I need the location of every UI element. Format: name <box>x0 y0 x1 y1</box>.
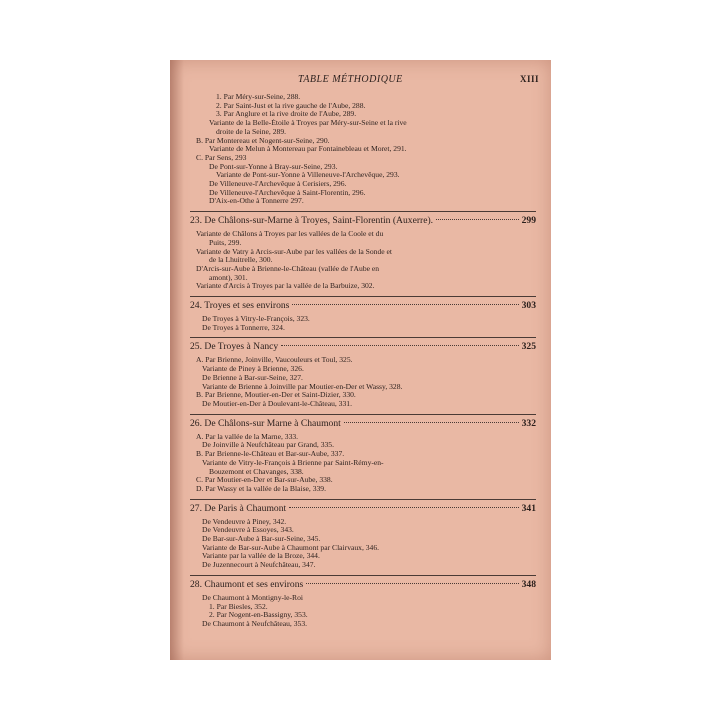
toc-line: 3. Par Anglure et la rive droite de l'Aube, 289. <box>216 110 357 119</box>
section-page: 348 <box>521 578 536 590</box>
toc-line: C. Par Sens, 293 <box>196 153 247 162</box>
toc-line: A. Par la vallée de la Marne, 333. <box>196 432 299 441</box>
toc-line: 1. Par Biesles, 352. <box>209 602 268 611</box>
toc-line: B. Par Brienne, Moutier-en-Der et Saint-Dizier, 330. <box>196 391 356 400</box>
toc-section <box>190 499 536 570</box>
section-heading <box>190 499 536 515</box>
toc-line: De Chaumont à Montigny-le-Roi <box>202 593 304 602</box>
toc-line: de la Lhuitrelle, 300. <box>209 256 273 265</box>
toc-line: 1. Par Méry-sur-Seine, 288. <box>216 93 301 101</box>
toc-line: D'Arcis-sur-Aube à Brienne-le-Château (vallée de l'Aube en <box>196 264 380 273</box>
section-heading <box>190 337 536 353</box>
toc-line: De Moutier-en-Der à Doulevant-le-Château, 331. <box>202 399 352 408</box>
toc-line: De Brienne à Bar-sur-Seine, 327. <box>202 373 303 382</box>
toc-line: De Troyes à Vitry-le-François, 323. <box>202 315 310 324</box>
section-page: 341 <box>521 502 536 514</box>
section-heading <box>190 414 536 430</box>
toc-line: De Villeneuve-l'Archevêque à Cerisiers, 296. <box>209 180 347 189</box>
section-page: 332 <box>521 417 536 429</box>
toc-line: De Bar-sur-Aube à Bar-sur-Seine, 345. <box>202 535 321 544</box>
toc-line: De Villeneuve-l'Archevêque à Saint-Florentin, 296. <box>209 188 366 197</box>
page-title: TABLE MÉTHODIQUE <box>298 74 403 85</box>
section-heading <box>190 211 536 227</box>
section-title: 26. De Châlons-sur Marne à Chaumont <box>190 417 341 429</box>
toc-line: Variante de Châlons à Troyes par les vallées de la Coole et du <box>196 230 384 239</box>
page-spine-shadow <box>170 60 184 660</box>
toc-line: Variante de Bar-sur-Aube à Chaumont par Clairvaux, 346. <box>202 543 380 552</box>
toc-continued-block <box>190 93 536 206</box>
section-title: 27. De Paris à Chaumont <box>190 502 287 514</box>
toc-content <box>190 93 536 629</box>
section-page: 303 <box>521 300 536 312</box>
toc-line: Variante de Pont-sur-Yonne à Villeneuve-l'Archevêque, 293. <box>216 171 400 180</box>
toc-line: De Joinville à Neufchâteau par Grand, 335. <box>202 441 334 450</box>
section-page: 325 <box>521 341 536 353</box>
toc-line: A. Par Brienne, Joinville, Vaucouleurs et Toul, 325. <box>196 356 353 365</box>
running-header <box>170 74 551 88</box>
page-number: XIII <box>519 74 539 84</box>
toc-line: Variante par la vallée de la Broze, 344. <box>202 552 320 561</box>
toc-line: D'Aix-en-Othe à Tonnerre 297. <box>209 197 304 206</box>
toc-section <box>190 211 536 291</box>
toc-line: B. Par Montereau et Nogent-sur-Seine, 290. <box>196 136 330 145</box>
toc-line: 2. Par Saint-Just et la rive gauche de l'Aube, 288. <box>216 101 366 110</box>
dot-leader <box>292 303 518 305</box>
toc-line: Bouzemont et Chavanges, 338. <box>209 467 304 476</box>
section-heading <box>190 575 536 591</box>
toc-section <box>190 337 536 408</box>
section-title: 24. Troyes et ses environs <box>190 300 290 312</box>
toc-line: De Vendeuvre à Piney, 342. <box>202 517 287 526</box>
toc-line: Variante de Brienne à Joinville par Moutier-en-Der et Wassy, 328. <box>202 382 403 391</box>
toc-line: Variante de Melun à Montereau par Fontainebleau et Moret, 291. <box>209 145 407 154</box>
book-page <box>170 60 551 660</box>
dot-leader <box>289 506 518 508</box>
toc-line: Variante d'Arcis à Troyes par la vallée de la Barbuize, 302. <box>196 282 375 291</box>
dot-leader <box>344 421 519 423</box>
toc-line: Variante de Vitry-le-François à Brienne par Saint-Rémy-en- <box>202 458 384 467</box>
toc-line: amont), 301. <box>209 273 248 282</box>
toc-line: Variante de Vatry à Arcis-sur-Aube par les vallées de la Sonde et <box>196 247 393 256</box>
toc-line: De Pont-sur-Yonne à Bray-sur-Seine, 293. <box>209 162 338 171</box>
toc-line: droite de la Seine, 289. <box>216 127 287 136</box>
toc-line: De Troyes à Tonnerre, 324. <box>202 323 285 332</box>
section-title: 28. Chaumont et ses environs <box>190 578 304 590</box>
toc-line: Variante de la Belle-Étoile à Troyes par Méry-sur-Seine et la rive <box>209 119 407 128</box>
dot-leader <box>306 582 518 584</box>
toc-line: De Chaumont à Neufchâteau, 353. <box>202 619 308 628</box>
toc-line: De Vendeuvre à Essoyes, 343. <box>202 526 294 535</box>
section-title: 25. De Troyes à Nancy <box>190 341 279 353</box>
toc-section <box>190 296 536 332</box>
dot-leader <box>281 344 518 346</box>
toc-line: Variante de Piney à Brienne, 326. <box>202 365 304 374</box>
toc-line: Puits, 299. <box>209 238 242 247</box>
section-page: 299 <box>521 215 536 227</box>
toc-line: C. Par Moutier-en-Der et Bar-sur-Aube, 338. <box>196 476 333 485</box>
toc-section <box>190 414 536 494</box>
dot-leader <box>436 218 519 220</box>
toc-line: D. Par Wassy et la vallée de la Blaise, 339. <box>196 484 326 493</box>
toc-line: B. Par Brienne-le-Château et Bar-sur-Aube, 337. <box>196 450 345 459</box>
section-heading <box>190 296 536 312</box>
section-title: 23. De Châlons-sur-Marne à Troyes, Saint-Florentin (Auxerre). <box>190 215 434 227</box>
toc-line: De Juzennecourt à Neufchâteau, 347. <box>202 561 316 570</box>
toc-line: 2. Par Nogent-en-Bassigny, 353. <box>209 611 308 620</box>
toc-section <box>190 575 536 629</box>
